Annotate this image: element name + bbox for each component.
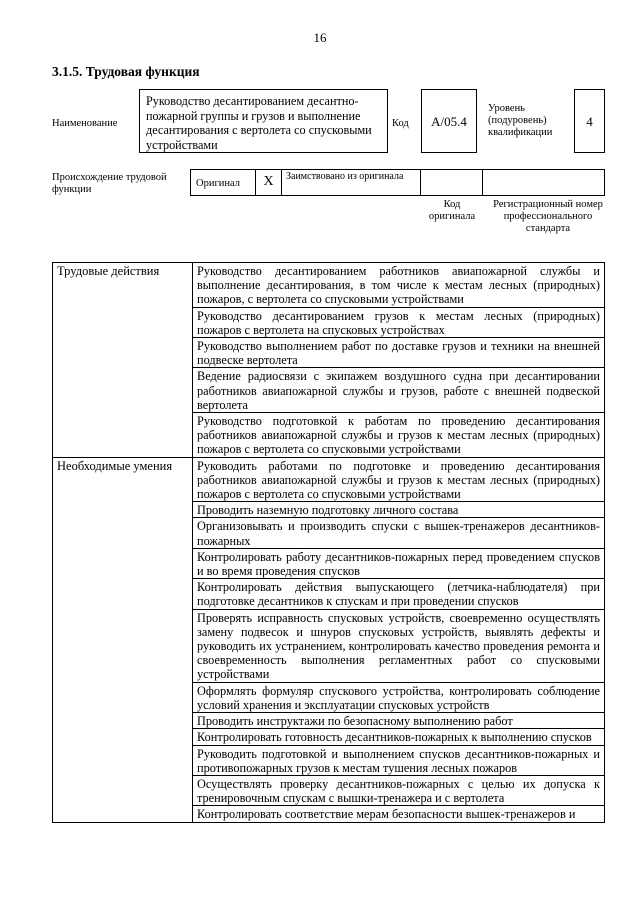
borrowed-label: Заимствовано из оригинала (286, 171, 404, 182)
table-row (53, 263, 605, 308)
original-label: Оригинал (196, 178, 240, 189)
code-field: А/05.4 (421, 89, 477, 153)
reg-number-caption: Регистрационный номер профессионального стандарта (493, 199, 603, 234)
page-number: 16 (313, 30, 327, 45)
origin-row (190, 169, 605, 196)
reg-number-cell (483, 170, 604, 195)
table-cell-item: Оформлять формуляр спускового устройства, контролировать соблюдение условий хранения и эксплуатации спусковых устройств (193, 682, 605, 712)
original-code-caption: Код оригинала (428, 199, 476, 222)
function-table (52, 262, 605, 823)
table-cell-item: Ведение радиосвязи с экипажем воздушного судна при десантировании работников авиапожарной службы и грузов, работе с внешней подвеской вертолета (193, 368, 605, 413)
table-cell-item: Проверять исправность спусковых устройств, своевременно осуществлять замену подвесок и шнуров спусковых устройств, выявлять дефекты и руководить их устранением, контролировать качество проведения ремонта и своевременность выполнения регламентных работ со спусковыми устройствами (193, 609, 605, 682)
table-cell-item: Руководство десантированием грузов к местам лесных (природных) пожаров с вертолета на спусковых устройствах (193, 307, 605, 337)
original-mark: X (263, 174, 274, 189)
section-category: Необходимые умения (53, 457, 193, 822)
table-cell-item: Организовывать и производить спуски с вышек-тренажеров десантников-пожарных (193, 518, 605, 548)
code-label: Код (392, 118, 409, 129)
section-category: Трудовые действия (53, 263, 193, 458)
name-label: Наименование (52, 118, 118, 129)
function-name-field: Руководство десантированием десантно-пожарной группы и грузов и выполнение десантирования с вертолета со спусковыми устройствами (139, 89, 388, 153)
table-cell-item: Контролировать готовность десантников-пожарных к выполнению спусков (193, 729, 605, 745)
original-mark-cell (256, 170, 282, 195)
table-cell-item: Проводить инструктажи по безопасному выполнению работ (193, 713, 605, 729)
table-row (53, 457, 605, 502)
table-cell-item: Руководство подготовкой к работам по проведению десантирования работников авиапожарной службы и грузов к местам лесных (природных) пожаров с вертолета со спусковыми устройствами (193, 413, 605, 458)
table-cell-item: Контролировать работу десантников-пожарных перед проведением спусков и во время проведения спусков (193, 548, 605, 578)
original-code-cell (421, 170, 483, 195)
original-cell (191, 170, 256, 195)
table-cell-item: Контролировать соответствие мерам безопасности вышек-тренажеров и (193, 806, 605, 822)
level-label: Уровень (подуровень) квалификации (488, 103, 553, 138)
section-title: 3.1.5. Трудовая функция (52, 64, 200, 79)
table-cell-item: Руководить подготовкой и выполнением спусков десантников-пожарных и противопожарных грузов к местам тушения лесных пожаров (193, 745, 605, 775)
table-cell-item: Руководство выполнением работ по доставке грузов и техники на внешней подвеске вертолета (193, 338, 605, 368)
level-field: 4 (574, 89, 605, 153)
table-cell-item: Проводить наземную подготовку личного состава (193, 502, 605, 518)
table-cell-item: Контролировать действия выпускающего (летчика-наблюдателя) при подготовке десантников к спускам и при проведении спусков (193, 579, 605, 609)
origin-label: Происхождение трудовой функции (52, 172, 167, 195)
table-cell-item: Осуществлять проверку десантников-пожарных с целью их допуска к тренировочным спускам с вышки-тренажера и с вертолета (193, 775, 605, 805)
table-cell-item: Руководство десантированием работников авиапожарной службы и выполнение десантирования, в том числе к местам лесных (природных) пожаров, с вертолета со спусковыми устройствами (193, 263, 605, 308)
table-cell-item: Руководить работами по подготовке и проведению десантирования работников авиапожарной службы и грузов к местам лесных (природных) пожаров с вертолета со спусковыми устройствами (193, 457, 605, 502)
borrowed-cell (282, 170, 421, 195)
